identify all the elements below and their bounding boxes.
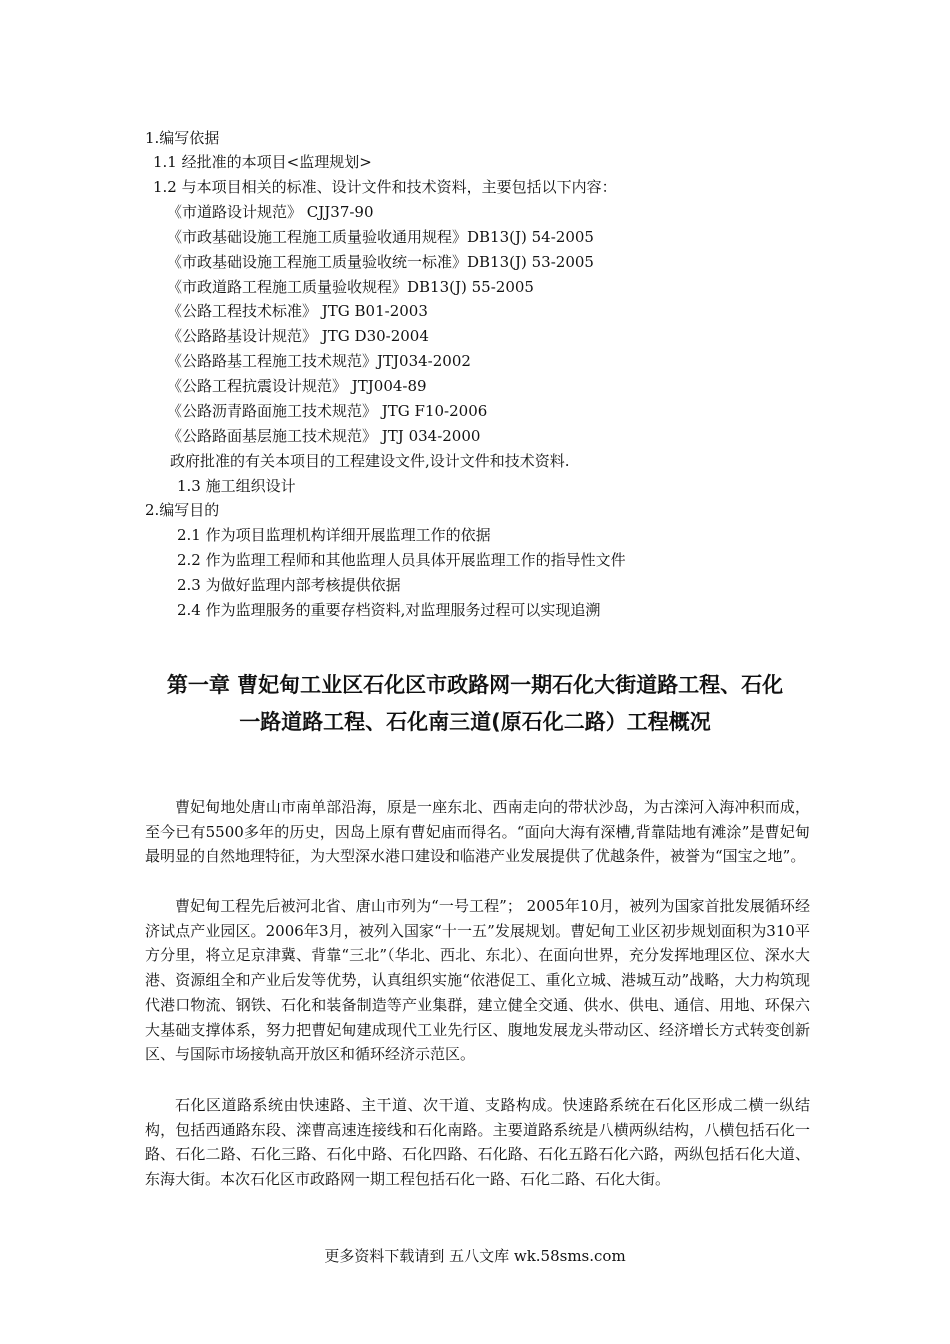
section-1-heading: 1.编写依据 — [145, 129, 220, 147]
purpose-item: 2.2 作为监理工程师和其他监理人员具体开展监理工作的指导性文件 — [177, 551, 626, 569]
footer-download-note: 更多资料下载请到 五八文库 wk.58sms.com — [324, 1247, 626, 1265]
chapter-title-line-2: 一路道路工程、石化南三道(原石化二路）工程概况 — [239, 710, 711, 734]
reference-item: 《公路路基设计规范》 JTG D30-2004 — [167, 327, 429, 345]
reference-item: 《市政道路工程施工质量验收规程》DB13(J) 55-2005 — [167, 278, 534, 296]
section-1-1: 1.1 经批准的本项目<监理规划> — [153, 153, 372, 171]
section-1-3: 1.3 施工组织设计 — [177, 477, 296, 495]
body-paragraph-3: 石化区道路系统由快速路、主干道、次干道、支路构成。快速路系统在石化区形成二横一纵结构，包括西通路东段、滦曹高速连接线和石化南路。主要道路系统是八横两纵结构，八横包括石化一路、石化二路、石化三路、石化中路、石化四路、石化路、石化五路石化六路，两纵包括石化大道、东海大街。本次石化区市政路网一期工程包括石化一路、石化二路、石化大街。 — [145, 1096, 810, 1189]
purpose-item: 2.1 作为项目监理机构详细开展监理工作的依据 — [177, 526, 491, 544]
reference-item: 《市政基础设施工程施工质量验收通用规程》DB13(J) 54-2005 — [167, 228, 594, 246]
body-paragraph-2: 曹妃甸工程先后被河北省、唐山市列为“一号工程”； 2005年10月，被列为国家首批发展循环经济试点产业园区。2006年3月，被列入国家“十一五”发展规划。曹妃甸工业区初步规划面积为310平方分里，将立足京津冀、背靠“三北”（华北、西北、东北）、在面向世界，充分发挥地理区位、深水大港、资源组全和产业后发等优势，认真组织实施“依港促工、重化立城、港城互动”战略，大力构筑现代港口物流、钢铁、石化和装备制造等产业集群，建立健全交通、供水、供电、通信、用地、环保六大基础支撑体系，努力把曹妃甸建成现代工业先行区、腹地发展龙头带动区、经济增长方式转变创新区、与国际市场接轨高开放区和循环经济示范区。 — [145, 897, 810, 1064]
reference-item: 《市道路设计规范》 CJJ37-90 — [167, 203, 374, 221]
government-documents: 政府批准的有关本项目的工程建设文件,设计文件和技术资料. — [170, 452, 570, 470]
reference-item: 《市政基础设施工程施工质量验收统一标准》DB13(J) 53-2005 — [167, 253, 594, 271]
body-paragraph-1: 曹妃甸地处唐山市南单部沿海，原是一座东北、西南走向的带状沙岛，为古滦河入海冲积而成，至今已有5500多年的历史，因岛上原有曹妃庙而得名。“面向大海有深槽,背靠陆地有滩涂”是曹妃甸最明显的自然地理特征，为大型深水港口建设和临港产业发展提供了优越条件，被誉为“国宝之地”。 — [145, 798, 810, 866]
section-1-2: 1.2 与本项目相关的标准、设计文件和技术资料，主要包括以下内容： — [153, 178, 617, 196]
purpose-item: 2.4 作为监理服务的重要存档资料,对监理服务过程可以实现追溯 — [177, 601, 601, 619]
reference-item: 《公路路面基层施工技术规范》 JTJ 034-2000 — [167, 427, 481, 445]
reference-item: 《公路工程抗震设计规范》 JTJ004-89 — [167, 377, 427, 395]
reference-item: 《公路沥青路面施工技术规范》 JTG F10-2006 — [167, 402, 488, 420]
chapter-title-line-1: 第一章 曹妃甸工业区石化区市政路网一期石化大街道路工程、石化 — [166, 673, 784, 697]
reference-item: 《公路路基工程施工技术规范》JTJ034-2002 — [167, 352, 471, 370]
purpose-item: 2.3 为做好监理内部考核提供依据 — [177, 576, 401, 594]
reference-item: 《公路工程技术标准》 JTG B01-2003 — [167, 302, 428, 320]
section-2-heading: 2.编写目的 — [145, 501, 220, 519]
